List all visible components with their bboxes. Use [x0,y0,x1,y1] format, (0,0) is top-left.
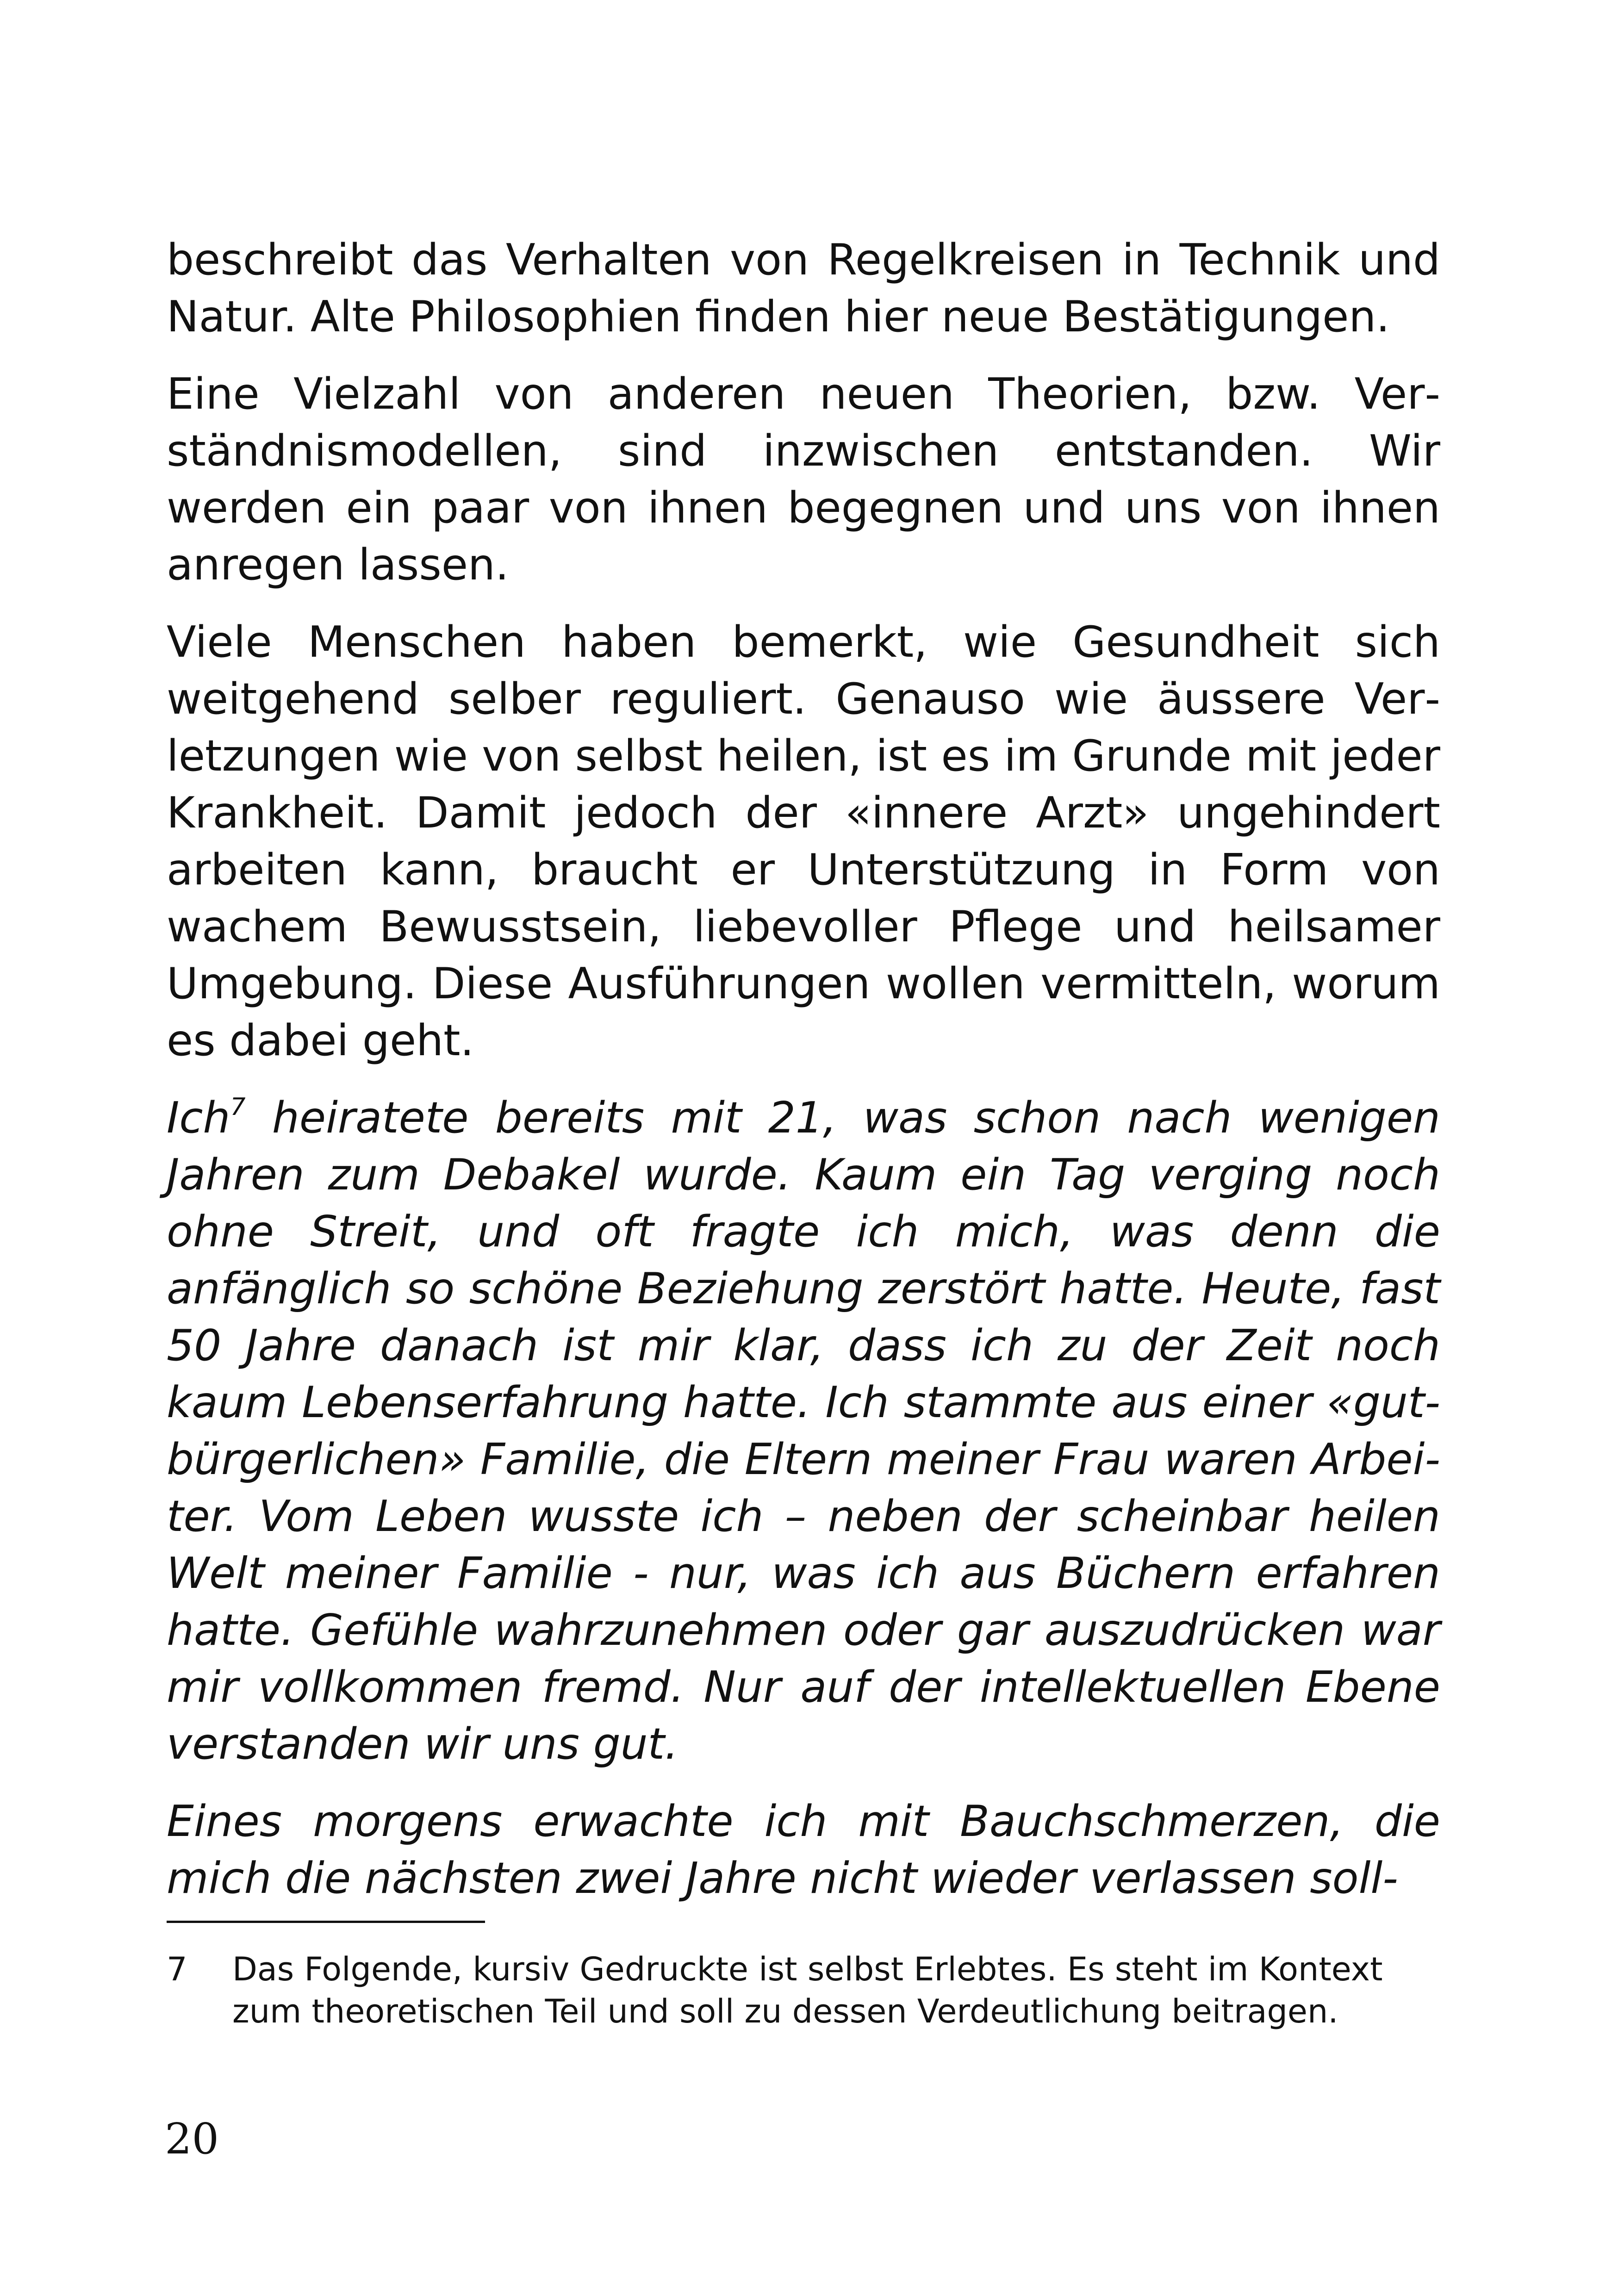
paragraph-bauchschmerzen: Eines morgens erwachte ich mit Bauchschmerzen, die mich die nächsten zwei Jahre nicht wieder verlassen soll- [167,1796,1440,1903]
paragraph-erlebnis-heirat [167,1089,1440,1773]
paragraph-theorien: Eine Vielzahl von anderen neuen Theorien, bzw. Verständnismodellen, sind inzwischen entstanden. Wir werden ein paar von ihnen begegnen und uns von ihnen anregen lassen. [167,369,1440,590]
footnote [167,1948,1440,2033]
paragraph-lead-word: Ich [167,1093,230,1143]
paragraph-regelkreise: beschreibt das Verhalten von Regelkreisen in Technik und Natur. Alte Philosophien finden hier neue Bestätigungen. [167,235,1440,342]
footnote-separator [167,1921,485,1923]
footnote-reference: 7 [230,1093,246,1121]
page-number: 20 [165,2114,219,2164]
footnote-text: Das Folgende, kursiv Gedruckte ist selbst Erlebtes. Es steht im Kontext zum theoretischen Teil und soll zu dessen Verdeutlichung beitragen. [232,1950,1383,2030]
body-text [167,231,1440,1927]
footnote-number: 7 [167,1950,187,1988]
paragraph-gesundheit: Viele Menschen haben bemerkt, wie Gesundheit sich weitgehend selber reguliert. Genauso wie äussere Verletzungen wie von selbst heilen, ist es im Grunde mit jeder Krankheit. Damit jedoch der «innere Arzt» ungehindert arbeiten kann, braucht er Unterstützung in Form von wachem Bewusstsein, liebevoller Pflege und heilsamer Umgebung. Diese Ausführungen wollen vermitteln, worum es dabei geht. [167,617,1440,1065]
paragraph-erlebnis-text: heiratete bereits mit 21, was schon nach wenigen Jahren zum Debakel wurde. Kaum ein Tag verging noch ohne Streit, und oft fragte ich mich, was denn die anfänglich so schöne Beziehung zerstört hatte. Heute, fast 50 Jahre danach ist mir klar, dass ich zu der Zeit noch kaum Lebenserfahrung hatte. Ich stammte aus einer «gutbürgerlichen» Familie, die Eltern meiner Frau waren Arbeiter. Vom Leben wusste ich – neben der scheinbar heilen Welt meiner Familie - nur, was ich aus Büchern erfahren hatte. Gefühle wahrzunehmen oder gar auszudrücken war mir vollkommen fremd. Nur auf der intellektuellen Ebene verstanden wir uns gut. [167,1093,1440,1769]
